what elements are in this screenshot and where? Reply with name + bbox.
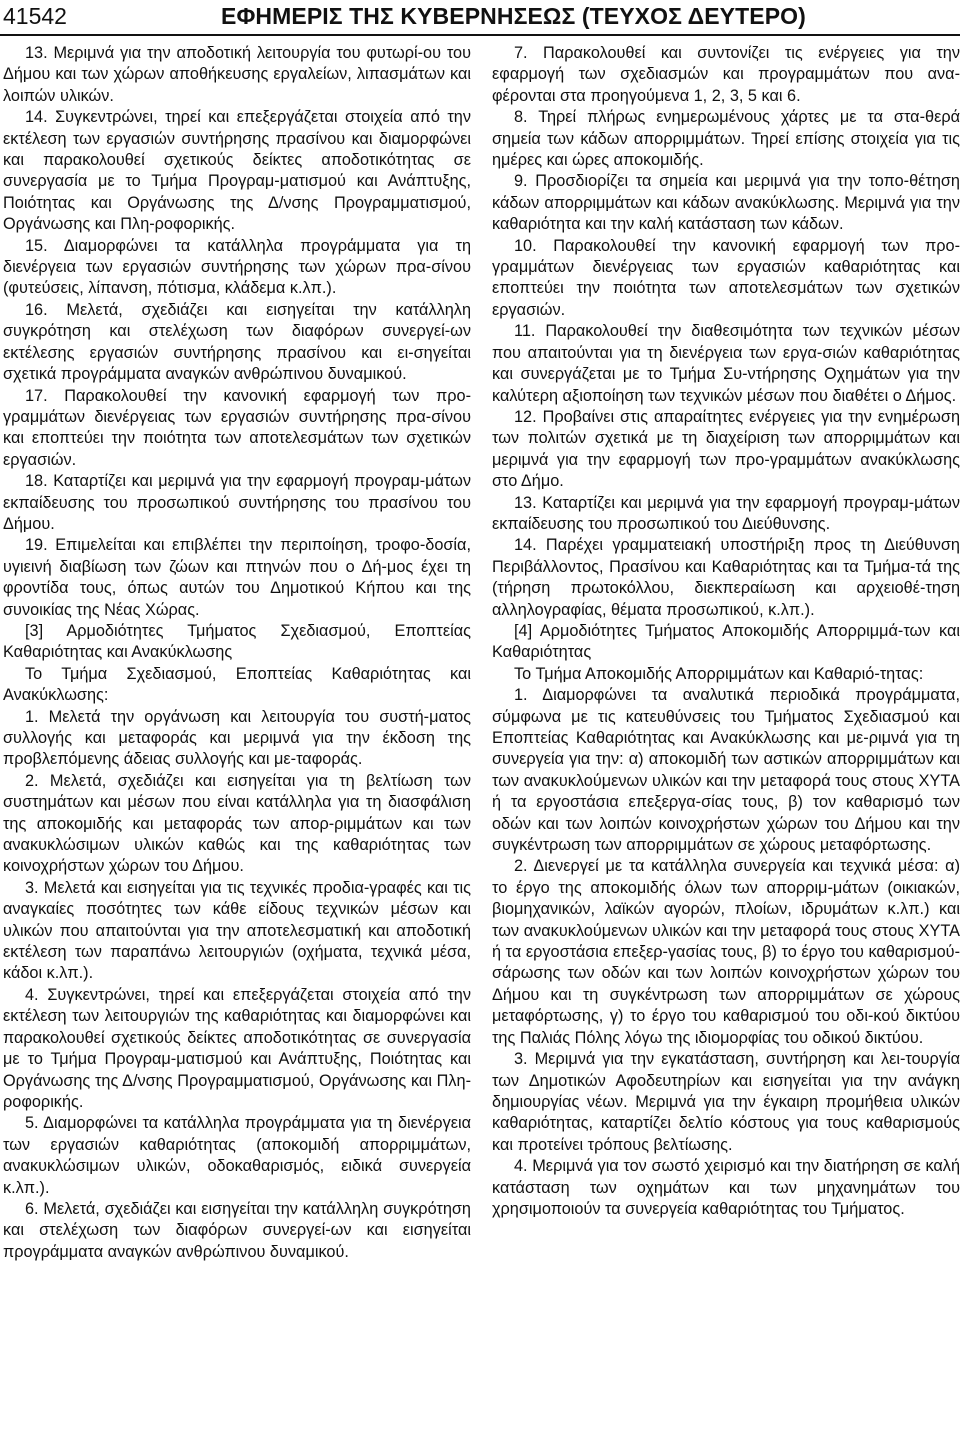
- paragraph: 14. Συγκεντρώνει, τηρεί και επεξεργάζεται στοιχεία από την εκτέλεση των εργασιών συντήρησης πρασίνου και διαμορφώνει και παρακολουθεί σχετικούς δείκτες αποδοτικότητας σε συνεργασία με το Τμήμα Προγραμ-ματισμού και Ανάπτυξης, Ποιότητας και Οργάνωσης της Δ/νσης Προγραμματισμού, Οργάνωσης και Πλη-ροφορικής.: [3, 108, 471, 234]
- header-divider: [0, 34, 960, 36]
- paragraph: 1. Διαμορφώνει τα αναλυτικά περιοδικά προγράμματα, σύμφωνα με τις κατευθύνσεις του Τμήματος Σχεδιασμού και Εποπτείας Καθαριότητας και Ανακύκλωσης και με-ριμνά για τη συνεργεία για την: α) αποκομιδή των αστικών απορριμμάτων και των ανακυκλούμενων υλικών και την μεταφορά τους στους ΧΥΤΑ ή τα εργοστάσια επεξεργα-σίας τους, β) τον καθαρισμό των οδών και των λοιπών κοινοχρήστων χώρων του Δήμου και την συγκέντρωση των απορριμμάτων σε χώρους μεταφόρτωσης.: [492, 686, 960, 855]
- paragraph: 16. Μελετά, σχεδιάζει και εισηγείται την κατάλληλη συγκρότηση και στελέχωση των διαφόρων συνεργεί-ων εκτέλεσης εργασιών συντήρησης πρασίνου και ει-σηγείται σχετικά προγράμματα αναγκών ανθρώπινου δυναμικού.: [3, 300, 471, 384]
- paragraph: 19. Επιμελείται και επιβλέπει την περιποίηση, τροφο-δοσία, υγιεινή διαβίωση των ζώων και πτηνών που ο Δή-μος έχει τη φροντίδα τους, όπως αυτών του Δημοτικού Κήπου και της συνοικίας της Νέας Χώρας.: [3, 536, 471, 619]
- right-column: [492, 43, 960, 1220]
- paragraph: 10. Παρακολουθεί την κανονική εφαρμογή των προ-γραμμάτων διενέργειας των εργασιών καθαριότητας και εποπτεύει την ποιότητα των αποτελεσμάτων των σχετικών εργασιών.: [492, 236, 960, 319]
- paragraph: 13. Καταρτίζει και μεριμνά για την εφαρμογή προγραμ-μάτων εκπαίδευσης του προσωπικού του Διεύθυνσης.: [492, 493, 960, 533]
- section-intro: Το Τμήμα Αποκομιδής Απορριμμάτων και Καθαριό-τητας:: [514, 664, 924, 683]
- section-heading: [4] Αρμοδιότητες Τμήματος Αποκομιδής Απορριμμά-των και Καθαριότητας: [492, 621, 960, 662]
- paragraph: 6. Μελετά, σχεδιάζει και εισηγείται την κατάλληλη συγκρότηση και στελέχωση των διαφόρων συνεργεί-ων και εισηγείται προγράμματα αναγκών ανθρώπινου δυναμικού.: [3, 1199, 471, 1261]
- paragraph: 4. Μεριμνά για τον σωστό χειρισμό και την διατήρηση σε καλή κατάσταση των οχημάτων και των μηχανημάτων του χρησιμοποιούν τα συνεργεία καθαριότητας του Τμήματος.: [492, 1157, 960, 1218]
- left-column: [3, 43, 471, 1263]
- section-heading: [3] Αρμοδιότητες Τμήματος Σχεδιασμού, Εποπτείας Καθαριότητας και Ανακύκλωσης: [3, 621, 471, 662]
- paragraph: 14. Παρέχει γραμματειακή υποστήριξη προς τη Διεύθυνση Περιβάλλοντος, Πρασίνου και Καθαριότητας και τα Τμήμα-τά της (τήρηση πρωτοκόλλου, διεκπεραίωση και αρχειοθέ-τηση αλληλογραφίας, θέματα προσωπικού, κ.λπ.).: [492, 536, 960, 619]
- page-number: 41542: [3, 3, 67, 29]
- paragraph: 8. Τηρεί πλήρως ενημερωμένους χάρτες με τα στα-θερά σημεία των κάδων απορριμμάτων. Τηρεί επίσης στοιχεία για τις ημέρες και ώρες αποκομιδής.: [492, 108, 960, 170]
- paragraph: 15. Διαμορφώνει τα κατάλληλα προγράμματα για τη διενέργεια των εργασιών συντήρησης των χώρων πρα-σίνου (φυτεύσεις, λίπανση, πότισμα, κλάδεμα κ.λπ.).: [3, 236, 471, 298]
- paragraph: 2. Μελετά, σχεδιάζει και εισηγείται για τη βελτίωση των συστημάτων και μέσων που είναι κατάλληλα για τη διασφάλιση της αποκομιδής και μεταφοράς των απορ-ριμμάτων και των ανακυκλώσιμων υλικών καθώς και της καθαριότητας των κοινοχρήστων χώρων του Δήμου.: [3, 771, 471, 876]
- paragraph: 13. Μεριμνά για την αποδοτική λειτουργία του φυτωρί-ου του Δήμου και των χώρων αποθήκευσης εργαλείων, λιπασμάτων και λοιπών υλικών.: [3, 44, 471, 105]
- paragraph: 9. Προσδιορίζει τα σημεία και μεριμνά για την τοπο-θέτηση κάδων απορριμμάτων και κάδων ανακύκλωσης. Μεριμνά για την καθαριότητα και την καλή κατάσταση των κάδων.: [492, 172, 960, 234]
- paragraph: 3. Μελετά και εισηγείται για τις τεχνικές προδια-γραφές και τις αναγκαίες ποσότητες των κάθε είδους τεχνικών μέσων και υλικών που απαιτούνται για την αποτελεσματική και αποδοτική εκτέλεση των παραπάνω λειτουργιών (οχήματα, τεχνικά μέσα, κάδοι κ.λπ.).: [3, 878, 471, 983]
- paragraph: 5. Διαμορφώνει τα κατάλληλα προγράμματα για τη διενέργεια των εργασιών καθαριότητας (αποκομιδή απορριμμάτων, ανακυκλώσιμων υλικών, οδοκαθαρισμός, ειδικά συνεργεία κ.λπ.).: [3, 1114, 471, 1197]
- paragraph: 4. Συγκεντρώνει, τηρεί και επεξεργάζεται στοιχεία από την εκτέλεση των λειτουργιών της καθαριότητας και διαμορφώνει και παρακολουθεί σχετικούς δείκτες αποδοτικότητας σε συνεργασία με το Τμήμα Προγραμ-ματισμού και Ανάπτυξης, Ποιότητας και Οργάνωσης της Δ/νσης Προγραμματισμού, Οργάνωσης και Πλη-ροφορικής.: [3, 985, 471, 1111]
- paragraph: 18. Καταρτίζει και μεριμνά για την εφαρμογή προγραμ-μάτων εκπαίδευσης του προσωπικού συντήρησης του πρασίνου του Δήμου.: [3, 472, 471, 533]
- gazette-title: ΕΦΗΜΕΡΙΣ ΤΗΣ ΚΥΒΕΡΝΗΣΕΩΣ (ΤΕΥΧΟΣ ΔΕΥΤΕΡΟ): [221, 3, 806, 29]
- page-header: [0, 0, 960, 36]
- section-intro: Το Τμήμα Σχεδιασμού, Εποπτείας Καθαριότητας και Ανακύκλωσης:: [3, 664, 471, 705]
- paragraph: 3. Μεριμνά για την εγκατάσταση, συντήρηση και λει-τουργία των Δημοτικών Αφοδευτηρίων και εισηγείται για την ανάγκη δημιουργίας νέων. Μεριμνά για την έγκαιρη προμήθεια υλικών καθαριότητας, καταρτίζει δελτίο κόστους για τους καθαρισμούς και προτείνει τρόπους βελτίωσης.: [492, 1050, 960, 1154]
- paragraph: 2. Διενεργεί με τα κατάλληλα συνεργεία και τεχνικά μέσα: α) το έργο της αποκομιδής όλων των απορριμ-μάτων (οικιακών, βιομηχανικών, λαϊκών αγορών, πλοίων, ιδρυμάτων κ.λπ.) και των ανακυκλούμενων υλικών και την μεταφορά τους στους ΧΥΤΑ ή τα εργοστάσια επεξερ-γασίας τους, β) το έργο του καθαρισμού-σάρωσης των οδών και των λοιπών κοινοχρήστων χώρων του Δήμου και τη συγκέντρωση των απορριμμάτων σε χώρους μεταφόρτωσης, γ) το έργο του καθαρισμού του οδι-κού δικτύου της Παλιάς Πόλης λόγω της ιδιομορφίας του οδικού δικτύου.: [492, 857, 960, 1047]
- paragraph: 17. Παρακολουθεί την κανονική εφαρμογή των προ-γραμμάτων διενέργειας των εργασιών συντήρησης πρα-σίνου και εποπτεύει την ποιότητα των αποτελεσμάτων των σχετικών εργασιών.: [3, 386, 471, 469]
- paragraph: 12. Προβαίνει στις απαραίτητες ενέργειες για την ενημέρωση των πολιτών σχετικά με τη διαχείριση των απορριμμάτων και μεριμνά για την εφαρμογή των προ-γραμμάτων ανακύκλωσης στο Δήμο.: [492, 407, 960, 491]
- paragraph: 11. Παρακολουθεί την διαθεσιμότητα των τεχνικών μέσων που απαιτούνται για τη διενέργεια των εργα-σιών καθαριότητας και συνεργάζεται με το Τμήμα Συ-ντήρησης Οχημάτων για την καλύτερη αξιοποίηση των τεχνικών μέσων που διαθέτει ο Δήμος.: [492, 322, 960, 405]
- paragraph: 1. Μελετά την οργάνωση και λειτουργία του συστή-ματος συλλογής και μεταφοράς και μεριμνά για την έκδοση της προβλεπόμενης άδειας συλλογής και με-ταφοράς.: [3, 707, 471, 769]
- paragraph: 7. Παρακολουθεί και συντονίζει τις ενέργειες για την εφαρμογή των σχεδιασμών και προγραμμάτων που ανα-φέρονται στα προηγούμενα 1, 2, 3, 5 και 6.: [492, 44, 960, 105]
